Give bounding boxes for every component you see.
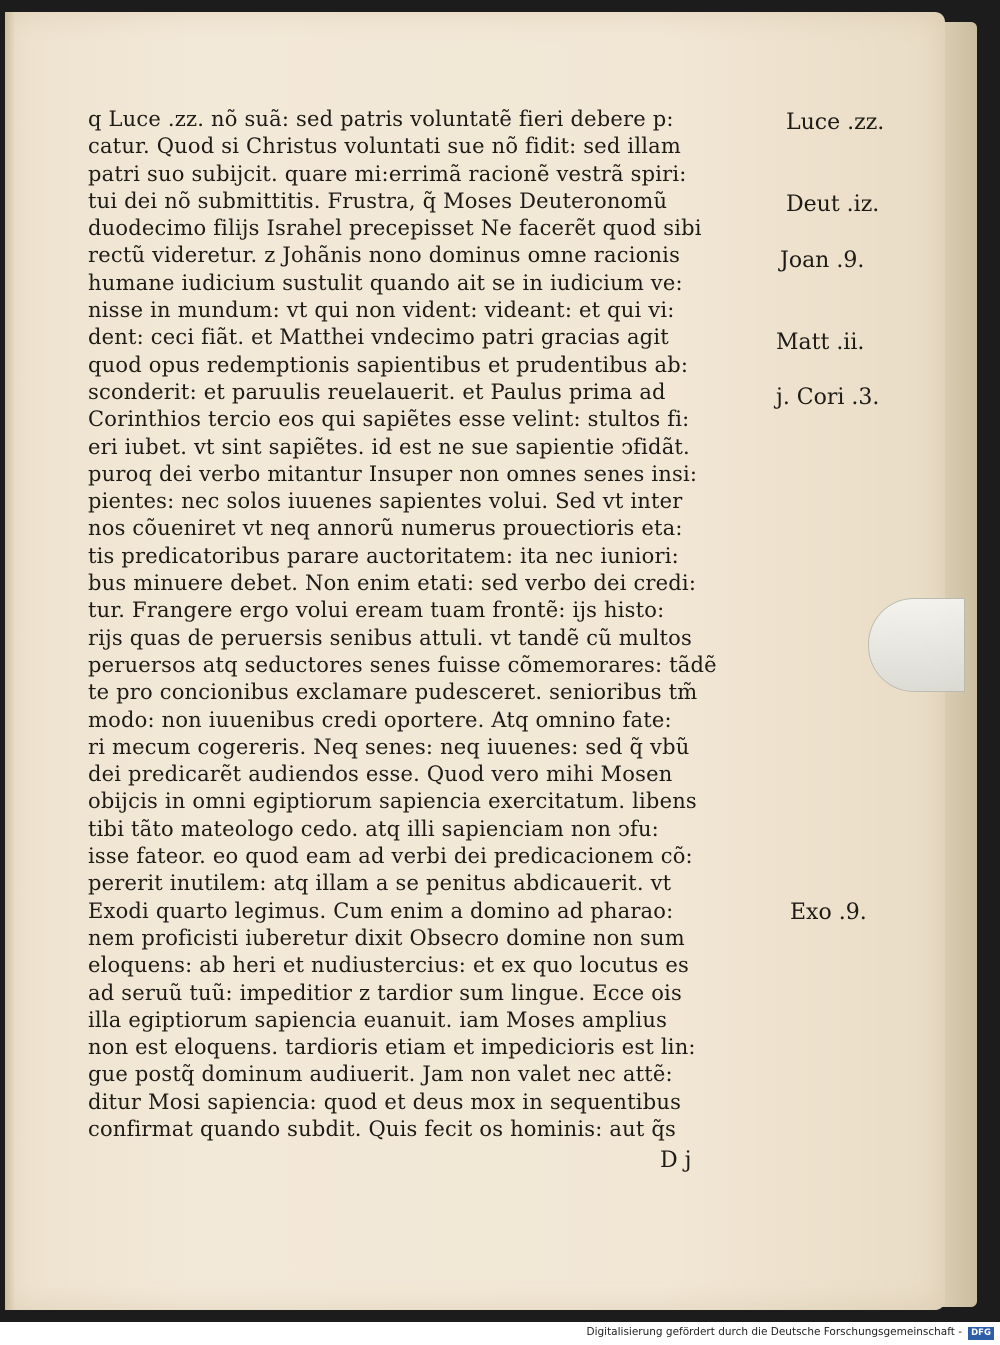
- text-line: q Luce .zz. nõ suã: sed patris voluntatẽ fieri debere p:: [88, 107, 674, 131]
- text-line: duodecimo filijs Israhel precepisset Ne facerẽt quod sibi: [88, 216, 702, 241]
- text-line: ditur Mosi sapiencia: quod et deus mox in sequentibus: [88, 1089, 682, 1114]
- text-line: gue postq̃ dominum audiuerit. Jam non valet nec attẽ:: [88, 1062, 673, 1087]
- text-line: tis predicatoribus parare auctoritatem: ita nec iuniori:: [88, 543, 679, 568]
- page-clip: [868, 598, 965, 692]
- text-line: rectũ videretur. z Johãnis nono dominus omne racionis: [88, 243, 681, 268]
- text-line: nisse in mundum: vt qui non vident: videant: et qui vi:: [88, 298, 675, 323]
- text-line: tibi tãto mateologo cedo. atq illi sapienciam non ↄfu:: [88, 816, 659, 841]
- text-line: Exodi quarto legimus. Cum enim a domino ad pharao:: [88, 898, 674, 923]
- text-line: confirmat quando subdit. Quis fecit os hominis: aut q̃s: [88, 1116, 677, 1141]
- dfg-logo: DFG: [968, 1327, 994, 1340]
- marginal-note-joan: Joan .9.: [780, 248, 865, 273]
- text-line: pererit inutilem: atq illam a se penitus abdicauerit. vt: [88, 871, 672, 896]
- text-line: peruersos atq seductores senes fuisse cõmemorares: tãdẽ: [88, 652, 717, 677]
- text-line: Corinthios tercio eos qui sapiẽtes esse velint: stultos fi:: [88, 407, 690, 432]
- page-signature: D j: [660, 1148, 692, 1173]
- marginal-note-luce: Luce .zz.: [786, 110, 885, 135]
- text-line: non est eloquens. tardioris etiam et impedicioris est lin:: [88, 1035, 696, 1060]
- text-line: sconderit: et paruulis reuelauerit. et Paulus prima ad: [88, 379, 666, 404]
- text-line: eloquens: ab heri et nudiustercius: et ex quo locutus es: [88, 953, 689, 978]
- text-line: isse fateor. eo quod eam ad verbi dei predicacionem cõ:: [88, 844, 693, 869]
- marginal-note-cori: j. Cori .3.: [776, 385, 880, 410]
- footer-credit-text: Digitalisierung gefördert durch die Deutsche Forschungsgemeinschaft -: [586, 1326, 962, 1338]
- marginal-note-exo: Exo .9.: [790, 900, 867, 925]
- text-line: bus minuere debet. Non enim etati: sed verbo dei credi:: [88, 571, 697, 596]
- text-line: dei predicarẽt audiendos esse. Quod vero mihi Mosen: [88, 762, 673, 787]
- text-line: tui dei nõ submittitis. Frustra, q̃ Moses Deuteronomũ: [88, 188, 668, 213]
- text-line: nos cõueniret vt neq annorũ numerus prouectioris eta:: [88, 516, 683, 541]
- text-line: patri suo subijcit. quare mi:errimã racionẽ vestrã spiri:: [88, 161, 687, 186]
- text-line: nem proficisti iuberetur dixit Obsecro domine non sum: [88, 925, 685, 950]
- marginal-note-deut: Deut .iz.: [786, 192, 880, 217]
- text-line: te pro concionibus exclamare pudesceret. senioribus tm̃: [88, 680, 698, 705]
- text-line: obijcis in omni egiptiorum sapiencia exercitatum. libens: [88, 789, 697, 814]
- text-line: dent: ceci fiãt. et Matthei vndecimo patri gracias agit: [88, 325, 669, 350]
- text-line: catur. Quod si Christus voluntati sue nõ fidit: sed illam: [88, 134, 681, 159]
- text-line: rijs quas de peruersis senibus attuli. vt tandẽ cũ multos: [88, 625, 693, 650]
- text-line: quod opus redemptionis sapientibus et prudentibus ab:: [88, 352, 689, 377]
- text-line: eri iubet. vt sint sapiẽtes. id est ne sue sapientie ↄfidãt.: [88, 434, 690, 459]
- page-fold-shadow: [5, 12, 15, 1310]
- text-line: tur. Frangere ergo volui eream tuam frontẽ: ijs histo:: [88, 598, 665, 623]
- text-line: humane iudicium sustulit quando ait se in iudicium ve:: [88, 270, 683, 295]
- text-line: modo: non iuuenibus credi oportere. Atq omnino fate:: [88, 707, 672, 732]
- main-text-block: [88, 106, 778, 1143]
- marginal-note-matt: Matt .ii.: [776, 330, 865, 355]
- text-line: illa egiptiorum sapiencia euanuit. iam Moses amplius: [88, 1007, 668, 1032]
- text-line: puroq dei verbo mitantur Insuper non omnes senes insi:: [88, 461, 698, 486]
- text-line: pientes: nec solos iuuenes sapientes volui. Sed vt inter: [88, 489, 683, 514]
- text-line: ri mecum cogereris. Neq senes: neq iuuenes: sed q̃ vbũ: [88, 734, 690, 759]
- text-line: ad seruũ tuũ: impeditior z tardior sum lingue. Ecce ois: [88, 980, 682, 1005]
- footer-bar: [0, 1322, 1000, 1345]
